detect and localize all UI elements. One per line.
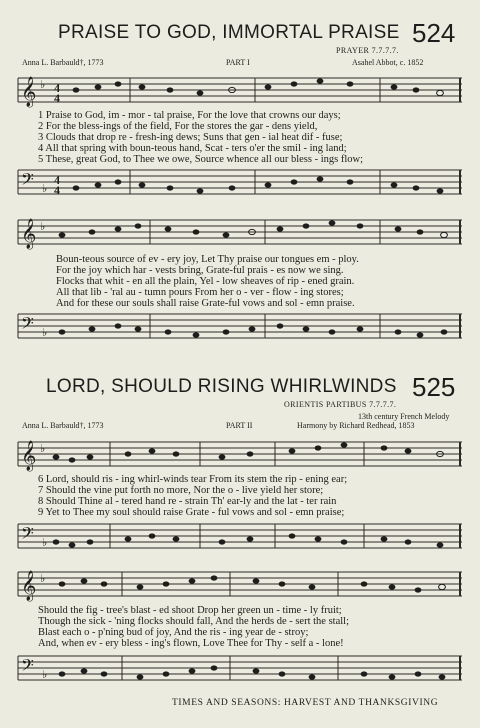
treble-clef-icon: 𝄞: [21, 77, 37, 107]
hymn-525-number: 525: [412, 372, 456, 402]
lyric-line: All that lib - 'ral au - tumn pours From her o - ver - flow - ing stores;: [56, 287, 344, 298]
hymn-524-system-1-treble-staff: [0, 70, 480, 110]
hymn-525-system-2-treble-staff: [0, 564, 480, 604]
lyric-line: 5 These, great God, to Thee we owe, Source whence all our bless - ings flow;: [38, 154, 364, 165]
lyric-line: 6 Lord, should ris - ing whirl-winds tear From its stem the rip - ening ear;: [38, 474, 348, 485]
treble-clef-icon: 𝄞: [21, 571, 37, 601]
hymn-525-system-1-treble-staff: [0, 434, 480, 474]
lyric-line: Boun-teous source of ev - ery joy, Let Thy praise our tongues em - ploy.: [56, 254, 359, 265]
lyric-line: Blast each o - p'ning bud of joy, And the ris - ing year de - stroy;: [38, 627, 309, 638]
hymn-525-author: Anna L. Barbauld†, 1773: [22, 421, 104, 430]
flat-icon: ♭: [42, 327, 48, 339]
hymn-525-system-2-bass-staff: [0, 648, 480, 688]
lyric-line: Flocks that whit - en all the plain, Yel - low sheaves of rip - ened grain.: [56, 276, 355, 287]
lyric-line: Though the sick - 'ning flocks should fall, And the herds de - sert the stall;: [38, 616, 350, 627]
svg-text:4: 4: [54, 183, 60, 197]
hymn-524-system-2-lyrics: [56, 254, 359, 309]
hymn-525-harmony: Harmony by Richard Redhead, 1853: [297, 421, 415, 430]
treble-clef-icon: 𝄞: [21, 441, 37, 471]
lyric-line: 9 Yet to Thee my soul should raise Grate - ful vows and sol - emn praise;: [38, 507, 345, 518]
flat-icon: ♭: [42, 669, 48, 681]
flat-icon: ♭: [42, 537, 48, 549]
staff-lines: [18, 78, 462, 102]
lyric-line: 3 Clouds that drop re - fresh-ing dews; Suns that gen - ial heat dif - fuse;: [38, 132, 343, 143]
flat-icon: ♭: [40, 221, 46, 233]
hymn-524-part: PART I: [226, 58, 250, 67]
hymn-524-tune: PRAYER 7.7.7.7.: [336, 46, 399, 55]
lyric-line: 4 All that spring with boun-teous hand, Scat - ters o'er the smil - ing land;: [38, 143, 347, 154]
hymn-524-author: Anna L. Barbauld†, 1773: [22, 58, 104, 67]
flat-icon: ♭: [42, 183, 48, 195]
hymn-525-system-2-lyrics: [38, 605, 349, 649]
bass-clef-icon: 𝄢: [21, 655, 34, 679]
hymn-524-system-2-treble-staff: [0, 212, 480, 252]
hymn-525-tune: ORIENTIS PARTIBUS 7.7.7.7.: [284, 400, 397, 409]
lyric-line: 7 Should the vine put forth no more, Nor the o - live yield her store;: [38, 485, 324, 496]
hymn-524-composer: Asahel Abbot, c. 1852: [352, 58, 424, 67]
hymn-524-number: 524: [412, 18, 456, 48]
hymn-524-title: PRAISE TO GOD, IMMORTAL PRAISE: [58, 22, 400, 43]
bass-clef-icon: 𝄢: [21, 313, 34, 337]
hymn-524-system-1-bass-staff: [0, 162, 480, 202]
treble-clef-icon: 𝄞: [21, 219, 37, 249]
svg-text:4: 4: [54, 173, 60, 187]
bass-clef-icon: 𝄢: [21, 169, 34, 193]
lyric-line: 1 Praise to God, im - mor - tal praise, For the love that crowns our days;: [38, 110, 341, 121]
flat-icon: ♭: [40, 443, 46, 455]
lyric-line: 8 Should Thine al - tered hand re - strain Th' ear-ly and the lat - ter rain: [38, 496, 337, 507]
hymn-525-system-1-bass-staff: [0, 516, 480, 556]
lyric-line: Should the fig - tree's blast - ed shoot Drop her green un - time - ly fruit;: [38, 605, 342, 616]
notes: [73, 78, 444, 95]
svg-text:4: 4: [54, 81, 60, 95]
lyric-line: For the joy which har - vests bring, Grate-ful prais - es now we sing.: [56, 265, 344, 276]
lyric-line: And, when ev - ery bless - ing's flown, Love Thee for Thy - self a - lone!: [38, 638, 344, 649]
hymn-525-title: LORD, SHOULD RISING WHIRLWINDS: [46, 376, 397, 397]
svg-text:4: 4: [54, 91, 60, 105]
page-footer: TIMES AND SEASONS: HARVEST AND THANKSGIVING: [172, 698, 439, 708]
flat-icon: ♭: [40, 573, 46, 585]
hymn-525-part: PART II: [226, 421, 253, 430]
hymn-525-melody: 13th century French Melody: [358, 412, 450, 421]
hymn-524-system-1-lyrics: [38, 110, 363, 165]
lyric-line: 2 For the bless-ings of the field, For the stores the gar - dens yield,: [38, 121, 318, 132]
flat-icon: ♭: [40, 79, 46, 91]
hymn-525-system-1-lyrics: [38, 474, 347, 518]
lyric-line: And for these our souls shall raise Grate-ful vows and sol - emn praise.: [56, 298, 355, 309]
hymn-524-system-2-bass-staff: [0, 306, 480, 346]
bass-clef-icon: 𝄢: [21, 523, 34, 547]
